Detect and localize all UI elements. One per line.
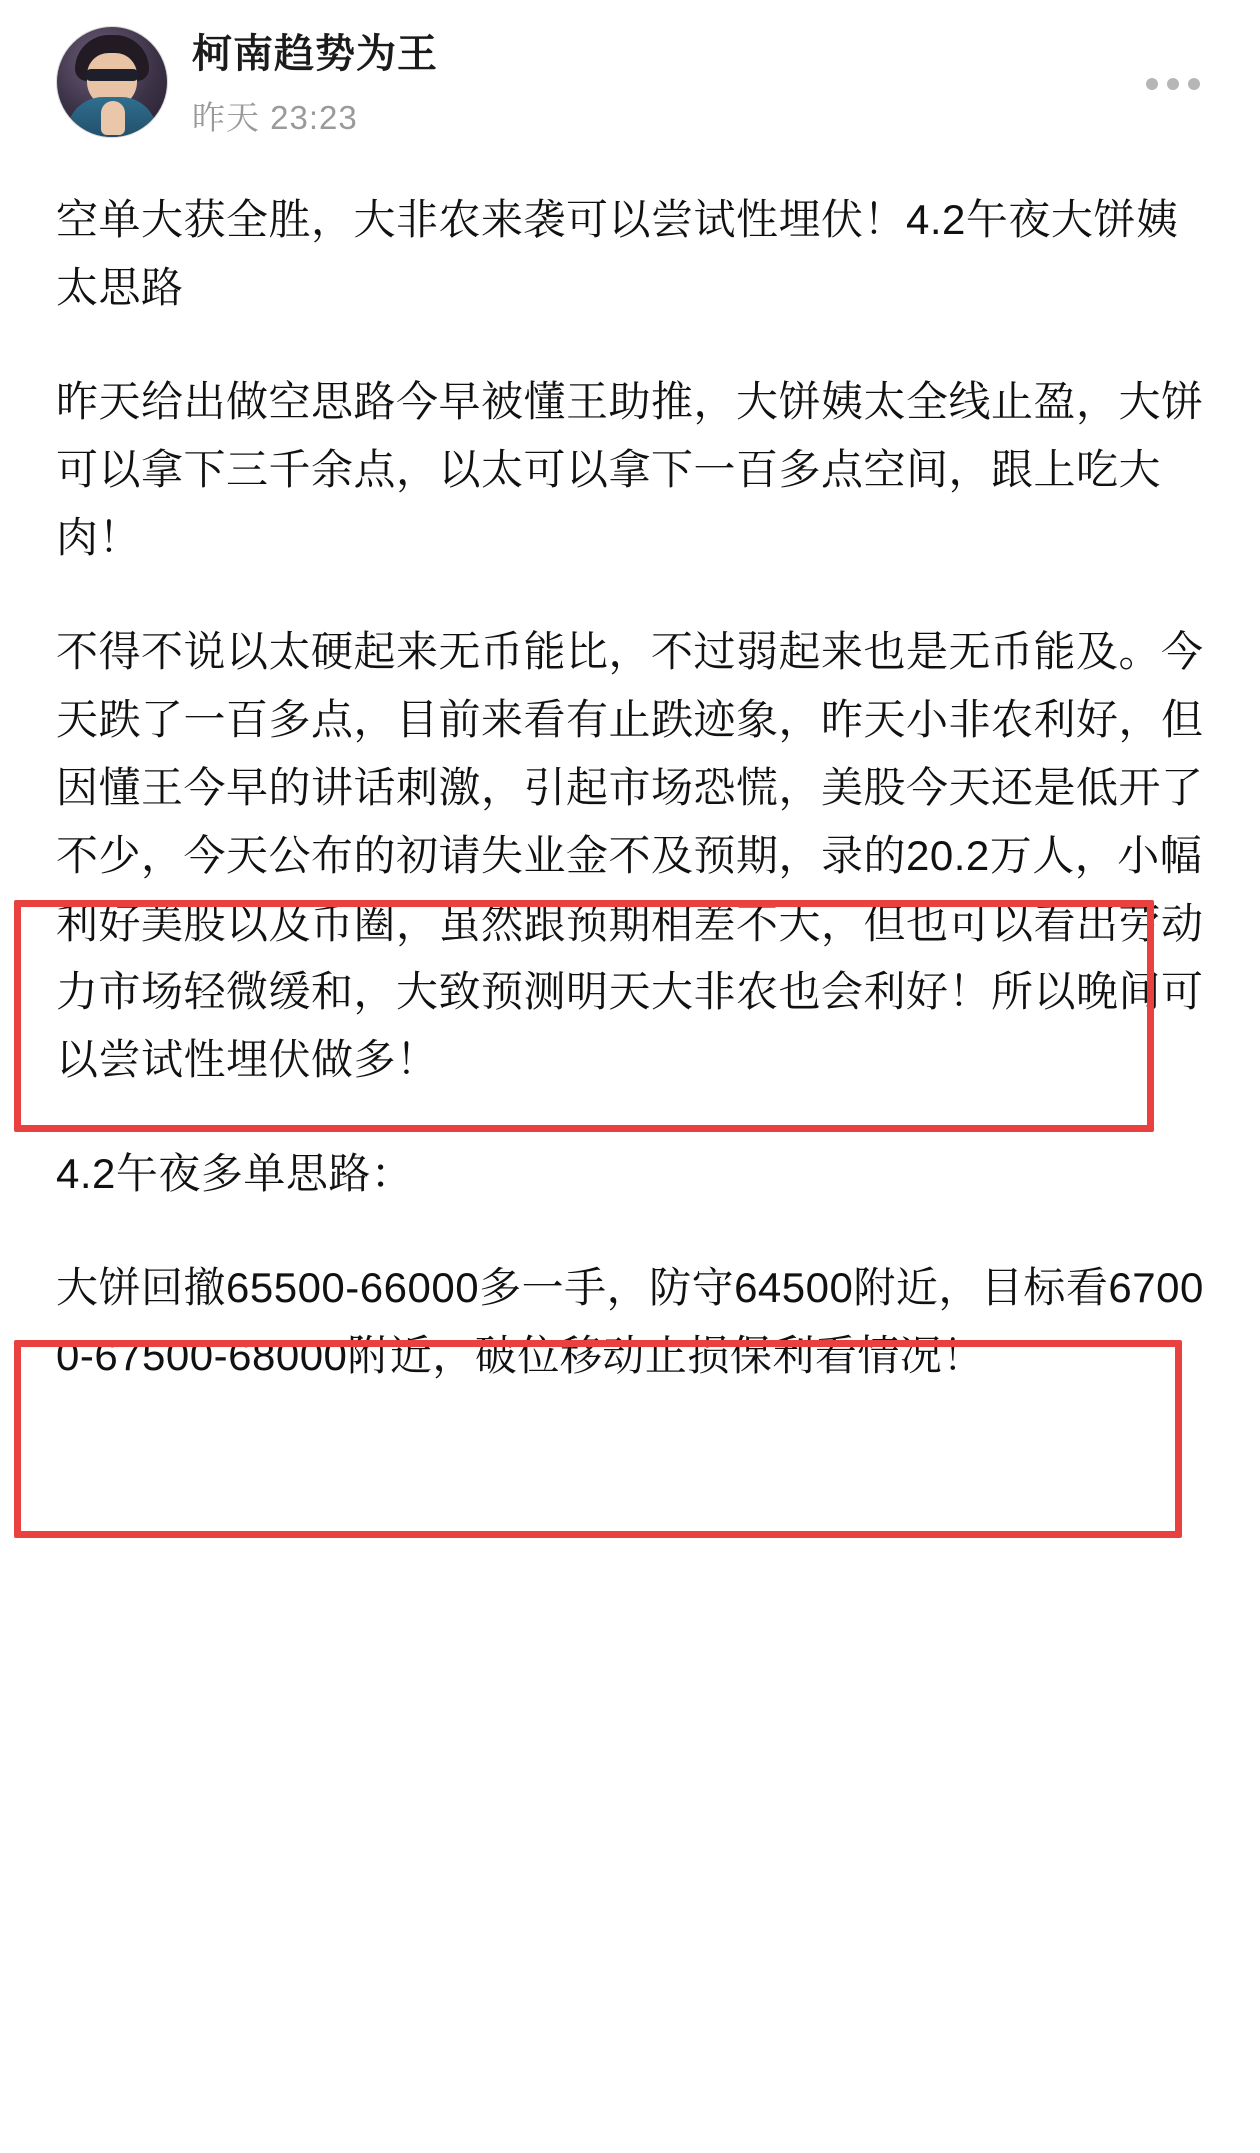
more-dot-2 — [1167, 78, 1179, 90]
post-paragraph-analysis: 不得不说以太硬起来无币能比，不过弱起来也是无币能及。今天跌了一百多点，目前来看有止跌迹象，昨天小非农利好，但因懂王今早的讲话刺激，引起市场恐慌，美股今天还是低开了不少，今天公布的初请失业金不及预期，录的20.2万人，小幅利好美股以及币圈，虽然跟预期相差不大，但也可以看出劳动力市场轻微缓和，大致预测明天大非农也会利好！所以晚间可以尝试性埋伏做多！ — [56, 628, 1204, 1084]
post-meta — [192, 26, 1142, 139]
author-name[interactable]: 柯南趋势为王 — [192, 32, 438, 76]
more-dot-1 — [1146, 78, 1158, 90]
post-paragraph-plan-detail: 大饼回撤65500-66000多一手，防守64500附近，目标看67000-67500-68000附近，破位移动止损保利看情况！ — [56, 1264, 1204, 1380]
avatar-hands-shape — [101, 101, 125, 135]
post-paragraph-title: 空单大获全胜，大非农来袭可以尝试性埋伏！4.2午夜大饼姨太思路 — [56, 196, 1179, 312]
post-content — [56, 160, 1204, 1390]
post-timestamp: 昨天 23:23 — [192, 99, 358, 136]
post-header — [56, 0, 1204, 160]
avatar[interactable] — [56, 26, 168, 138]
post-paragraph-recap: 昨天给出做空思路今早被懂王助推，大饼姨太全线止盈，大饼可以拿下三千余点，以太可以拿下一百多点空间，跟上吃大肉！ — [56, 378, 1204, 562]
post-paragraph-plan-heading: 4.2午夜多单思路： — [56, 1150, 414, 1198]
avatar-sunglasses-shape — [85, 69, 139, 81]
more-dot-3 — [1188, 78, 1200, 90]
more-horizontal-icon[interactable] — [1142, 68, 1204, 100]
